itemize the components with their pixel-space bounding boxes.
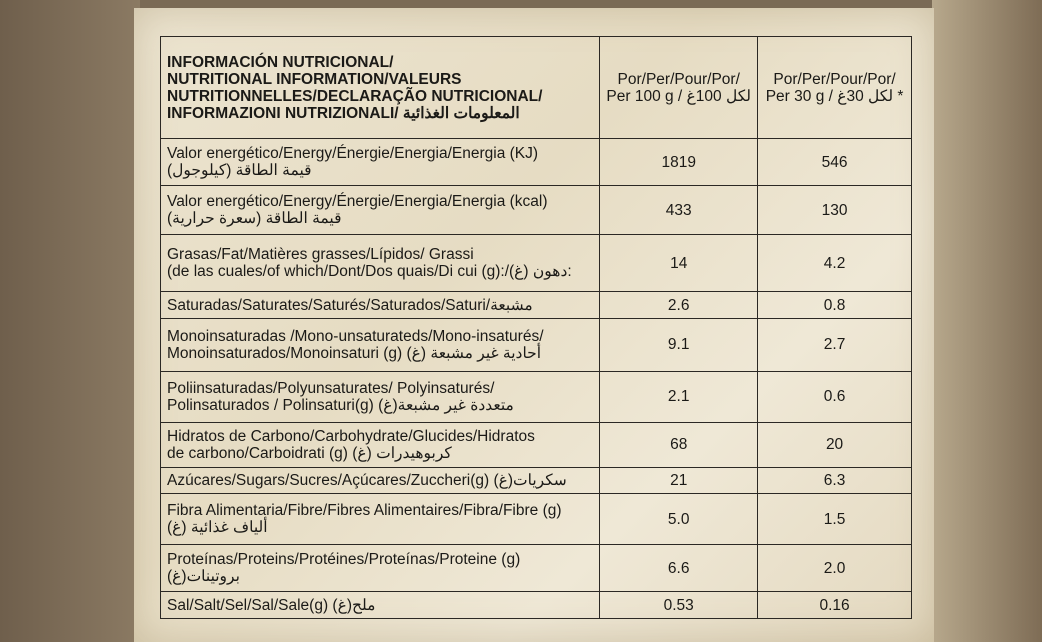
value-per-100g: 9.1 — [600, 318, 758, 371]
value-per-30g: 2.0 — [758, 545, 912, 592]
value-per-30g: 6.3 — [758, 467, 912, 494]
title-line: NUTRITIONAL INFORMATION/VALEURS — [167, 70, 462, 88]
value-per-30g: 0.16 — [758, 592, 912, 619]
value-per-100g: 2.1 — [600, 371, 758, 422]
nutrient-line: بروتينات(غ) — [167, 568, 240, 586]
nutrient-line: (de las cuales/of which/Dont/Dos quais/Di cui (g):/دهون (غ): — [167, 263, 572, 281]
value-per-30g: 546 — [758, 139, 912, 186]
nutrient-line: Poliinsaturadas/Polyunsaturates/ Polyinsaturés/ — [167, 379, 495, 397]
table-row — [161, 292, 912, 319]
nutrient-line: Valor energético/Energy/Énergie/Energia/Energia (KJ) — [167, 145, 539, 163]
value-per-30g: 1.5 — [758, 494, 912, 545]
table-title — [161, 37, 600, 139]
background-right — [932, 0, 1042, 642]
header-line: Por/Per/Pour/Por/ — [617, 70, 740, 88]
value-per-100g: 2.6 — [600, 292, 758, 319]
per-100g-header — [600, 37, 758, 139]
value-per-30g: 4.2 — [758, 235, 912, 292]
table-row — [161, 592, 912, 619]
nutrient-name — [161, 318, 600, 371]
nutrient-line: ألياف غذائية (غ) — [167, 519, 268, 537]
value-per-100g: 21 — [600, 467, 758, 494]
table-row — [161, 422, 912, 467]
nutrient-name — [161, 545, 600, 592]
nutrient-line: Fibra Alimentaria/Fibre/Fibres Alimentaires/Fibra/Fibre (g) — [167, 502, 562, 520]
value-per-100g: 6.6 — [600, 545, 758, 592]
value-per-30g: 20 — [758, 422, 912, 467]
header-line: Per 30 g / لكل 30غ * — [765, 87, 904, 105]
title-line: INFORMACIÓN NUTRICIONAL/ — [167, 53, 394, 71]
nutrient-line: Grasas/Fat/Matières grasses/Lípidos/ Grassi — [167, 246, 474, 264]
value-per-100g: 0.53 — [600, 592, 758, 619]
nutrient-line: Monoinsaturadas /Mono-unsaturateds/Mono-insaturés/ — [167, 327, 544, 345]
title-line: NUTRITIONNELLES/DECLARAÇÃO NUTRICIONAL/ — [167, 87, 543, 105]
nutrient-name — [161, 235, 600, 292]
table-row — [161, 371, 912, 422]
nutrient-line: Valor energético/Energy/Énergie/Energia/Energia (kcal) — [167, 193, 548, 211]
value-per-30g: 2.7 — [758, 318, 912, 371]
value-per-100g: 14 — [600, 235, 758, 292]
nutrient-name — [161, 371, 600, 422]
table-row — [161, 318, 912, 371]
nutrient-line: Polinsaturados / Polinsaturi(g) متعددة غير مشبعة(غ) — [167, 396, 514, 414]
nutrient-line: de carbono/Carboidrati (g) كربوهيدرات (غ) — [167, 444, 452, 462]
nutrient-name — [161, 494, 600, 545]
table-row — [161, 467, 912, 494]
background-left — [0, 0, 140, 642]
value-per-30g: 130 — [758, 186, 912, 235]
header-line: Per 100 g / لكل 100غ — [606, 87, 751, 105]
table-row — [161, 139, 912, 186]
table-row — [161, 235, 912, 292]
table-row — [161, 545, 912, 592]
value-per-100g: 5.0 — [600, 494, 758, 545]
value-per-100g: 1819 — [600, 139, 758, 186]
table-row — [161, 186, 912, 235]
nutrient-line: Hidratos de Carbono/Carbohydrate/Glucides/Hidratos — [167, 427, 535, 445]
nutrient-line: Proteínas/Proteins/Protéines/Proteínas/Proteine (g) — [167, 551, 521, 569]
header-line: Por/Per/Pour/Por/ — [773, 70, 896, 88]
title-line: INFORMAZIONI NUTRIZIONALI/ المعلومات الغذائية — [167, 104, 520, 122]
table-row — [161, 494, 912, 545]
nutrient-line: قيمة الطاقة (كيلوجول) — [167, 162, 312, 180]
per-30g-header — [758, 37, 912, 139]
nutrient-name — [161, 292, 600, 319]
value-per-30g: 0.8 — [758, 292, 912, 319]
nutrient-line: Azúcares/Sugars/Sucres/Açúcares/Zuccheri(g) سكريات(غ) — [167, 472, 567, 490]
nutrition-table — [160, 36, 912, 619]
nutrient-name — [161, 467, 600, 494]
nutrient-name — [161, 139, 600, 186]
nutrient-name — [161, 422, 600, 467]
nutrient-line: Monoinsaturados/Monoinsaturi (g) أحادية غير مشبعة (غ) — [167, 344, 542, 362]
value-per-30g: 0.6 — [758, 371, 912, 422]
nutrient-name — [161, 186, 600, 235]
header-row — [161, 37, 912, 139]
nutrient-line: Saturadas/Saturates/Saturés/Saturados/Saturi/مشبعة — [167, 296, 533, 314]
nutrient-line: Sal/Salt/Sel/Sal/Sale(g) ملح(غ) — [167, 596, 376, 614]
nutrient-name — [161, 592, 600, 619]
nutrient-line: قيمة الطاقة (سعرة حرارية) — [167, 210, 342, 228]
value-per-100g: 68 — [600, 422, 758, 467]
value-per-100g: 433 — [600, 186, 758, 235]
